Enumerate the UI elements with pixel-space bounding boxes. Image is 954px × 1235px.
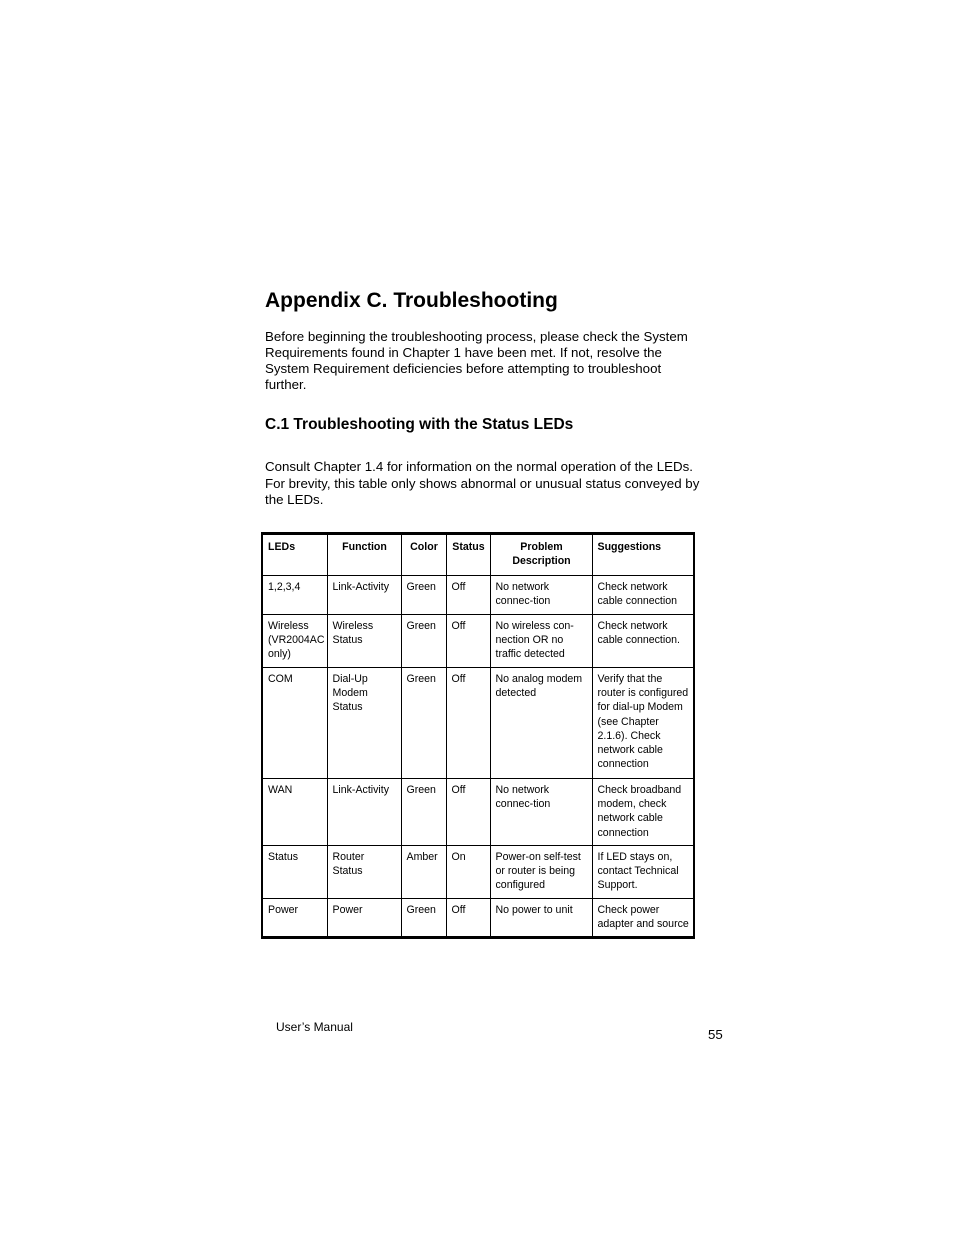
cell-suggestion: Verify that the router is configured for dial-up Modem (see Chapter 2.1.6). Check network cable connection: [592, 668, 694, 779]
cell-color: Green: [401, 576, 446, 615]
cell-status: Off: [446, 576, 490, 615]
cell-function: Wireless Status: [327, 615, 401, 668]
table-row: [262, 668, 694, 779]
cell-leds: Power: [262, 899, 327, 938]
table-row: [262, 615, 694, 668]
cell-leds: COM: [262, 668, 327, 779]
cell-function: Link-Activity: [327, 576, 401, 615]
cell-problem: No power to unit: [490, 899, 592, 938]
cell-problem: No wireless con-nection OR no traffic detected: [490, 615, 592, 668]
cell-leds: 1,2,3,4: [262, 576, 327, 615]
cell-problem: Power-on self-test or router is being configured: [490, 846, 592, 899]
led-troubleshooting-table: [261, 532, 695, 939]
header-status: Status: [446, 534, 490, 576]
cell-color: Amber: [401, 846, 446, 899]
footer-manual-label: User’s Manual: [276, 1020, 353, 1034]
cell-problem: No network connec-tion: [490, 576, 592, 615]
cell-status: Off: [446, 668, 490, 779]
cell-suggestion: If LED stays on, contact Technical Support.: [592, 846, 694, 899]
cell-color: Green: [401, 615, 446, 668]
cell-color: Green: [401, 668, 446, 779]
cell-function: Power: [327, 899, 401, 938]
table-row: [262, 779, 694, 846]
header-suggestions: Suggestions: [592, 534, 694, 576]
section-heading: C.1 Troubleshooting with the Status LEDs: [265, 416, 574, 433]
table-row: [262, 846, 694, 899]
cell-suggestion: Check network cable connection: [592, 576, 694, 615]
cell-leds: Status: [262, 846, 327, 899]
cell-suggestion: Check broadband modem, check network cable connection: [592, 779, 694, 846]
table-row: [262, 899, 694, 938]
cell-function: Router Status: [327, 846, 401, 899]
cell-function: Link-Activity: [327, 779, 401, 846]
consult-paragraph: Consult Chapter 1.4 for information on the normal operation of the LEDs. For brevity, this table only shows abnormal or unusual status conveyed by the LEDs.: [265, 459, 700, 507]
cell-suggestion: Check power adapter and source: [592, 899, 694, 938]
table-header-row: [262, 534, 694, 576]
cell-problem: No analog modem detected: [490, 668, 592, 779]
cell-color: Green: [401, 899, 446, 938]
cell-status: Off: [446, 615, 490, 668]
header-leds: LEDs: [262, 534, 327, 576]
cell-status: Off: [446, 899, 490, 938]
page-title: Appendix C. Troubleshooting: [265, 289, 558, 312]
cell-leds: Wireless (VR2004AC only): [262, 615, 327, 668]
cell-leds: WAN: [262, 779, 327, 846]
header-problem-description: Problem Description: [490, 534, 592, 576]
cell-status: Off: [446, 779, 490, 846]
intro-paragraph: Before beginning the troubleshooting process, please check the System Requirements found in Chapter 1 have been met. If not, resolve the System Requirement deficiencies before attempting to troubleshoot further.: [265, 329, 688, 392]
cell-color: Green: [401, 779, 446, 846]
page-number: 55: [708, 1027, 723, 1042]
cell-problem: No network connec-tion: [490, 779, 592, 846]
table-row: [262, 576, 694, 615]
cell-function: Dial-Up Modem Status: [327, 668, 401, 779]
header-function: Function: [327, 534, 401, 576]
cell-status: On: [446, 846, 490, 899]
cell-suggestion: Check network cable connection.: [592, 615, 694, 668]
header-color: Color: [401, 534, 446, 576]
